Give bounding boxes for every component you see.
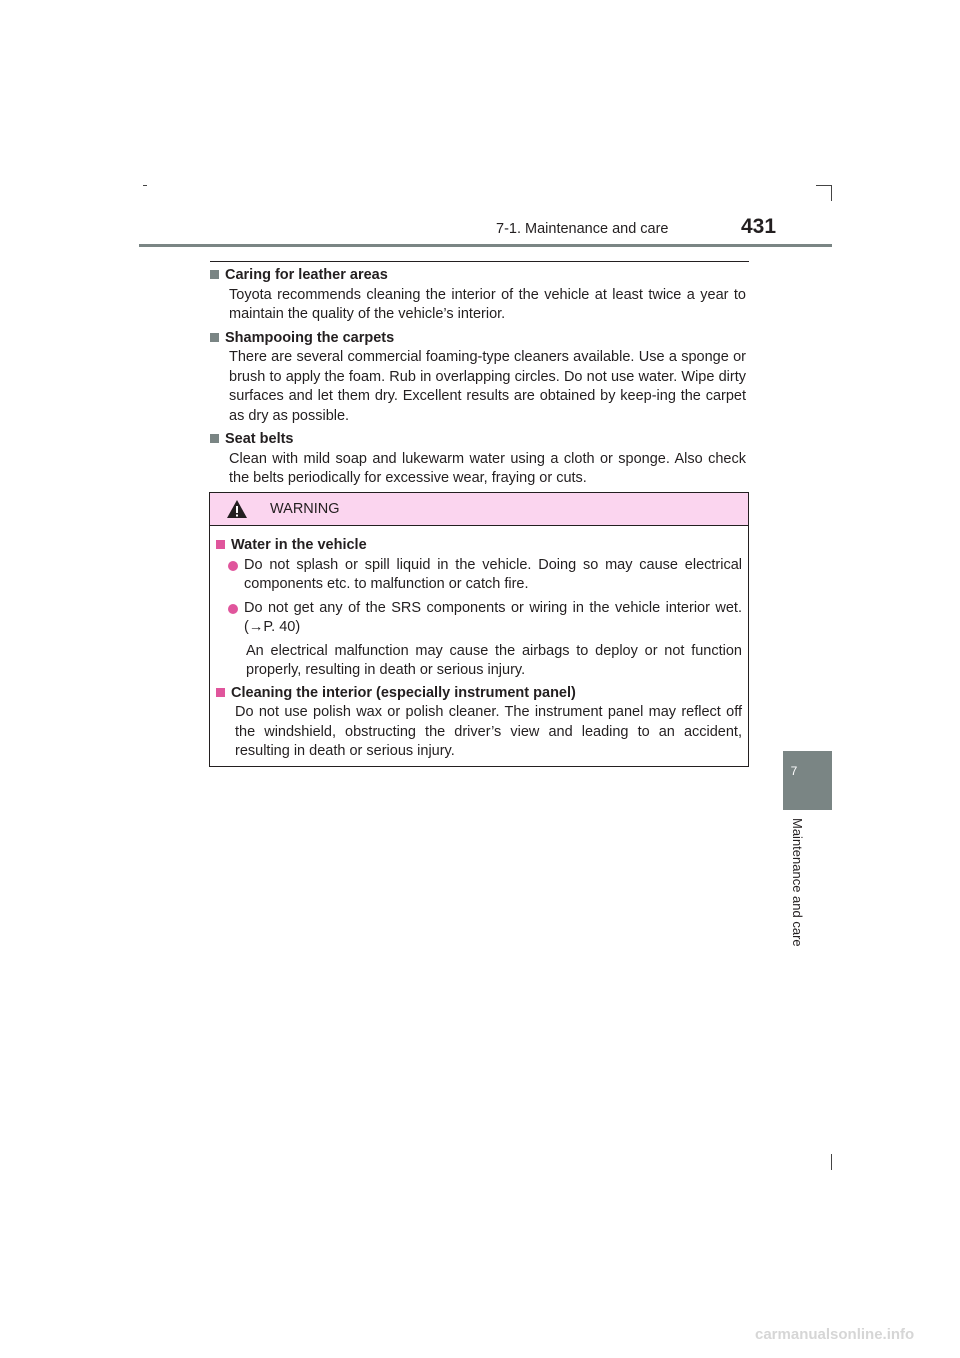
warning-item-title: Water in the vehicle [231,537,367,553]
dot-bullet-icon [228,604,238,614]
chapter-number: 7 [790,764,798,778]
page-number: 431 [741,215,777,238]
warning-item-title: Cleaning the interior (especially instrument panel) [231,684,576,701]
warning-item-body: Do not use polish wax or polish cleaner. The instrument panel may reflect off the windshield, obstructing the driver’s view and leading to an accident, resulting in death or serious injury. [235,704,742,759]
crop-mark-top-left [143,185,147,186]
crop-mark-bottom-right-v [831,1154,832,1170]
warning-box [209,492,749,767]
chapter-label: Maintenance and care [790,818,805,947]
warning-body [210,526,748,762]
warning-note: An electrical malfunction may cause the airbags to deploy or not function properly, resulting in death or serious injury. [246,642,742,678]
square-bullet-icon [210,270,219,279]
crop-mark-top-right-h [816,185,832,186]
main-content [210,266,746,493]
crop-mark-top-right-v [831,185,832,201]
item-title: Shampooing the carpets [225,329,395,346]
item-title: Caring for leather areas [225,267,388,283]
content-rule [210,261,749,262]
item-carpets [210,329,746,427]
square-bullet-icon [216,688,225,697]
header-rule [139,244,832,247]
chapter-tab [783,751,832,810]
item-seat-belts [210,430,746,489]
dot-bullet-icon [228,561,238,571]
square-bullet-icon [210,434,219,443]
square-bullet-icon [216,540,225,549]
warning-bullet: Do not get any of the SRS components or wiring in the vehicle interior wet. (→P. 40) [228,599,742,638]
warning-bullet: Do not splash or spill liquid in the vehicle. Doing so may cause electrical components etc. to malfunction or catch fire. [228,556,742,595]
warning-item-water [216,536,742,681]
warning-header [210,493,748,526]
item-body: There are several commercial foaming-type cleaners available. Use a sponge or brush to apply the foam. Rub in overlapping circles. Do not use water. Wipe dirty surfaces and let them dry. Excellent results are obtained by keep-ing the carpet as dry as possible. [229,349,746,424]
section-header: 7-1. Maintenance and care [496,221,669,237]
watermark: carmanualsonline.info [755,1326,915,1343]
warning-item-interior [216,684,742,762]
square-bullet-icon [210,333,219,342]
item-title: Seat belts [225,431,294,447]
item-leather [210,266,746,325]
warning-triangle-icon [226,499,248,519]
warning-title: WARNING [270,501,340,517]
item-body: Clean with mild soap and lukewarm water using a cloth or sponge. Also check the belts periodically for excessive wear, fraying or cuts. [229,450,746,486]
item-body: Toyota recommends cleaning the interior of the vehicle at least twice a year to maintain the quality of the vehicle’s interior. [229,286,746,322]
